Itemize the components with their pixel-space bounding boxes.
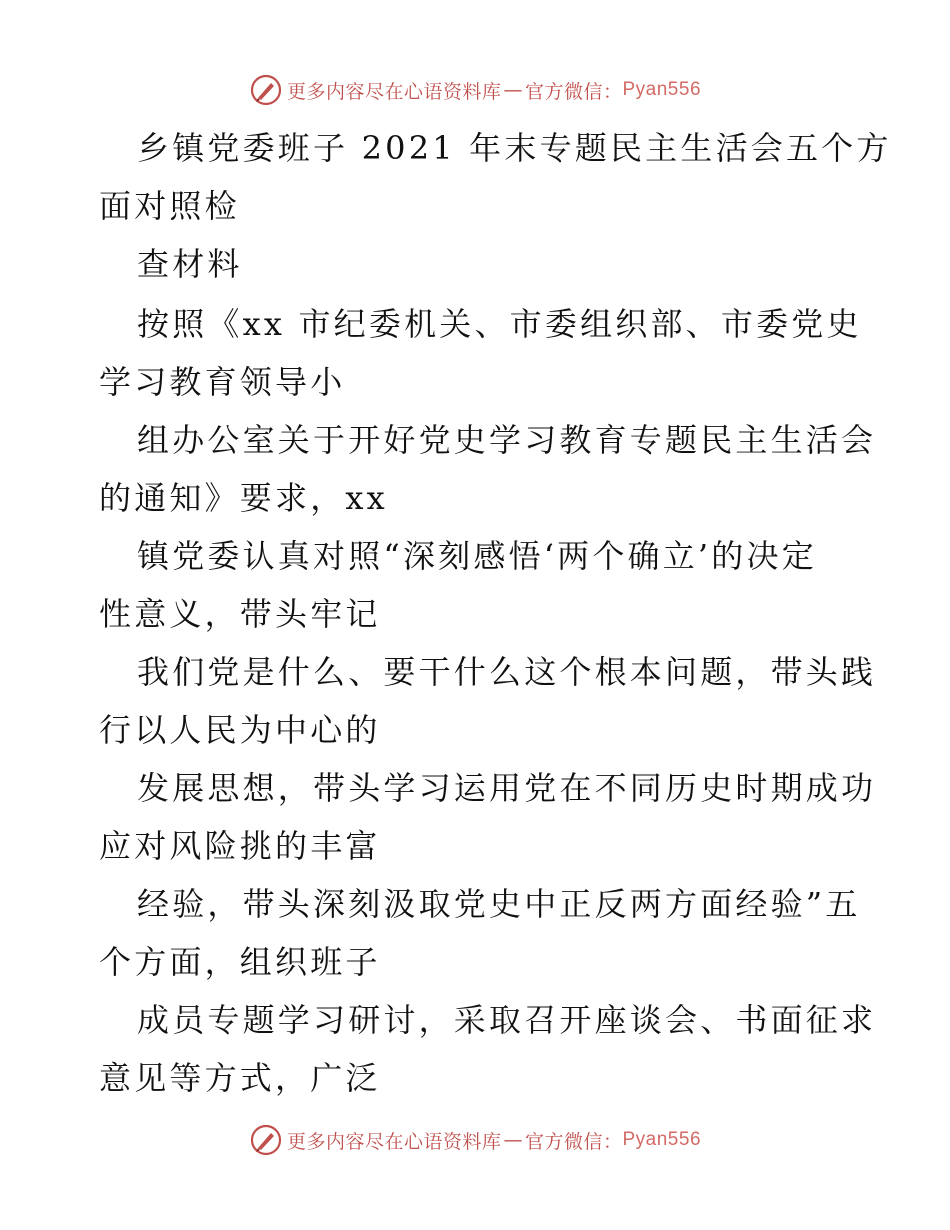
- banner-wechat-label: 官方微信：: [524, 80, 623, 103]
- paragraph-line: 性意义，带头牢记: [99, 595, 381, 633]
- banner-wechat-label: 官方微信：: [524, 1130, 623, 1153]
- banner-wechat-id: Pyan556: [622, 79, 702, 100]
- banner-brand-text: 更多内容尽在心语资料库: [286, 80, 502, 103]
- banner-dash: —: [503, 79, 523, 101]
- pen-logo-icon: [249, 73, 283, 107]
- paragraph-line: 学习教育领导小: [99, 363, 346, 401]
- footer-watermark-banner: [0, 1120, 950, 1160]
- paragraph-line: 发展思想，带头学习运用党在不同历史时期成功: [137, 769, 877, 807]
- paragraph-line: 查材料: [137, 245, 243, 283]
- title-line-2: 面对照检: [99, 187, 240, 225]
- title-line-1: 乡镇党委班子 2021 年末专题民主生活会五个方: [137, 129, 892, 167]
- paragraph-line: 个方面，组织班子: [99, 943, 381, 981]
- paragraph-line: 我们党是什么、要干什么这个根本问题，带头践: [137, 653, 877, 691]
- header-watermark-banner: [0, 70, 950, 110]
- paragraph-line: 组办公室关于开好党史学习教育专题民主生活会: [137, 421, 877, 459]
- paragraph-line: 意见等方式，广泛: [99, 1059, 381, 1097]
- paragraph-line: 经验，带头深刻汲取党史中正反两方面经验”五: [137, 885, 861, 923]
- banner-wechat-id: Pyan556: [622, 1129, 702, 1150]
- paragraph-line: 镇党委认真对照“深刻感悟‘两个确立’的决定: [137, 537, 817, 575]
- paragraph-line: 应对风险挑的丰富: [99, 827, 381, 865]
- banner-dash: —: [503, 1129, 523, 1151]
- pen-logo-icon: [249, 1123, 283, 1157]
- paragraph-line: 成员专题学习研讨，采取召开座谈会、书面征求: [137, 1001, 877, 1039]
- banner-brand-text: 更多内容尽在心语资料库: [286, 1130, 502, 1153]
- paragraph-line: 行以人民为中心的: [99, 711, 381, 749]
- paragraph-line: 的通知》要求，xx: [99, 479, 388, 517]
- paragraph-line: 按照《xx 市纪委机关、市委组织部、市委党史: [137, 305, 862, 343]
